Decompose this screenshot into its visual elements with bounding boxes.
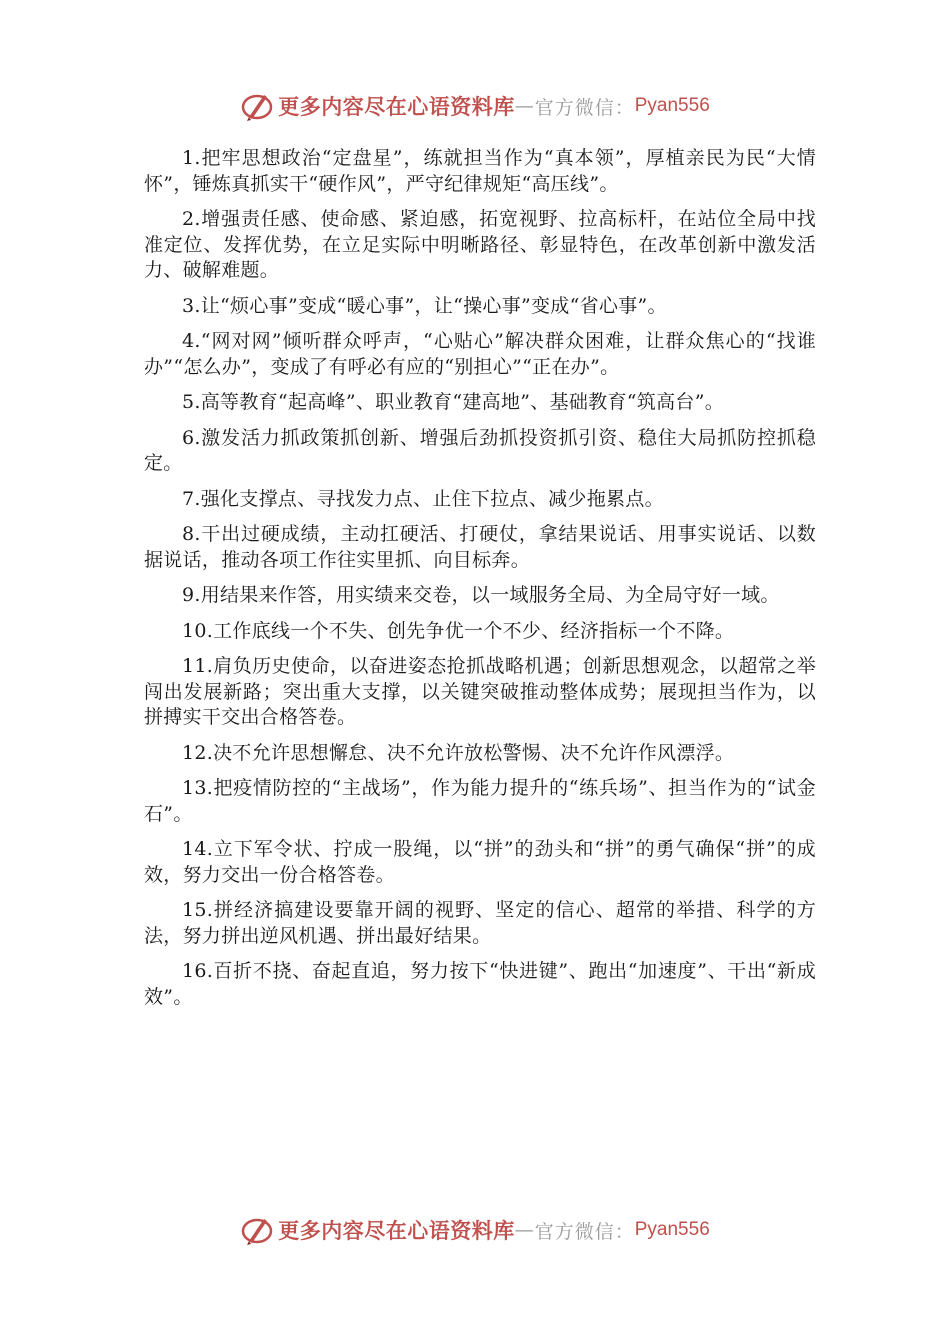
list-item: 13.把疫情防控的“主战场”，作为能力提升的“练兵场”、担当作为的“试金石”。 <box>144 777 816 825</box>
banner-title: 更多内容尽在心语资料库 <box>278 1218 515 1243</box>
pen-ring-logo-icon <box>240 1213 274 1247</box>
list-item: 8.干出过硬成绩，主动扛硬活、打硬仗，拿结果说话、用事实说话、以数据说话，推动各项工作往实里抓、向目标奔。 <box>144 523 816 571</box>
list-item: 2.增强责任感、使命感、紧迫感，拓宽视野、拉高标杆，在站位全局中找准定位、发挥优势，在立足实际中明晰路径、彰显特色，在改革创新中激发活力、破解难题。 <box>144 208 816 281</box>
footer-banner <box>0 1210 950 1250</box>
list-item: 9.用结果来作答，用实绩来交卷，以一域服务全局、为全局守好一域。 <box>182 584 780 606</box>
list-item: 5.高等教育“起高峰”、职业教育“建高地”、基础教育“筑高台”。 <box>182 391 725 413</box>
banner-wechat-id: Pyan556 <box>634 95 710 116</box>
list-item: 7.强化支撑点、寻找发力点、止住下拉点、减少拖累点。 <box>182 487 664 510</box>
banner-title: 更多内容尽在心语资料库 <box>278 94 515 119</box>
list-item: 15.拼经济搞建设要靠开阔的视野、坚定的信心、超常的举措、科学的方法，努力拼出逆风机遇、拼出最好结果。 <box>144 899 816 947</box>
list-item: 4.“网对网”倾听群众呼声，“心贴心”解决群众困难，让群众焦心的“找谁办”“怎么办”，变成了有呼必有应的“别担心”“正在办”。 <box>144 330 816 378</box>
banner-dash: — <box>514 1219 535 1241</box>
banner-wechat-id: Pyan556 <box>634 1219 710 1240</box>
banner-wechat-label: 官方微信： <box>534 1220 635 1243</box>
pen-ring-logo-icon <box>240 89 274 123</box>
banner-dash: — <box>514 95 535 117</box>
list-item: 11.肩负历史使命，以奋进姿态抢抓战略机遇；创新思想观念，以超常之举闯出发展新路；突出重大支撑，以关键突破推动整体成势；展现担当作为，以拼搏实干交出合格答卷。 <box>144 655 816 728</box>
list-item: 3.让“烦心事”变成“暖心事”，让“操心事”变成“省心事”。 <box>182 294 667 317</box>
list-item: 10.工作底线一个不失、创先争优一个不少、经济指标一个不降。 <box>182 619 735 642</box>
banner-wechat-label: 官方微信： <box>534 96 635 119</box>
list-item: 12.决不允许思想懈怠、决不允许放松警惕、决不允许作风漂浮。 <box>182 741 735 764</box>
list-item: 1.把牢思想政治“定盘星”，练就担当作为“真本领”，厚植亲民为民“大情怀”，锤炼真抓实干“硬作风”，严守纪律规矩“高压线”。 <box>144 147 816 195</box>
header-banner <box>0 86 950 126</box>
list-item: 6.激发活力抓政策抓创新、增强后劲抓投资抓引资、稳住大局抓防控抓稳定。 <box>144 426 816 474</box>
list-item: 14.立下军令状、拧成一股绳，以“拼”的劲头和“拼”的勇气确保“拼”的成效，努力交出一份合格答卷。 <box>144 838 816 886</box>
document-body <box>144 146 816 1020</box>
list-item: 16.百折不挠、奋起直追，努力按下“快进键”、跑出“加速度”、干出“新成效”。 <box>144 960 816 1008</box>
